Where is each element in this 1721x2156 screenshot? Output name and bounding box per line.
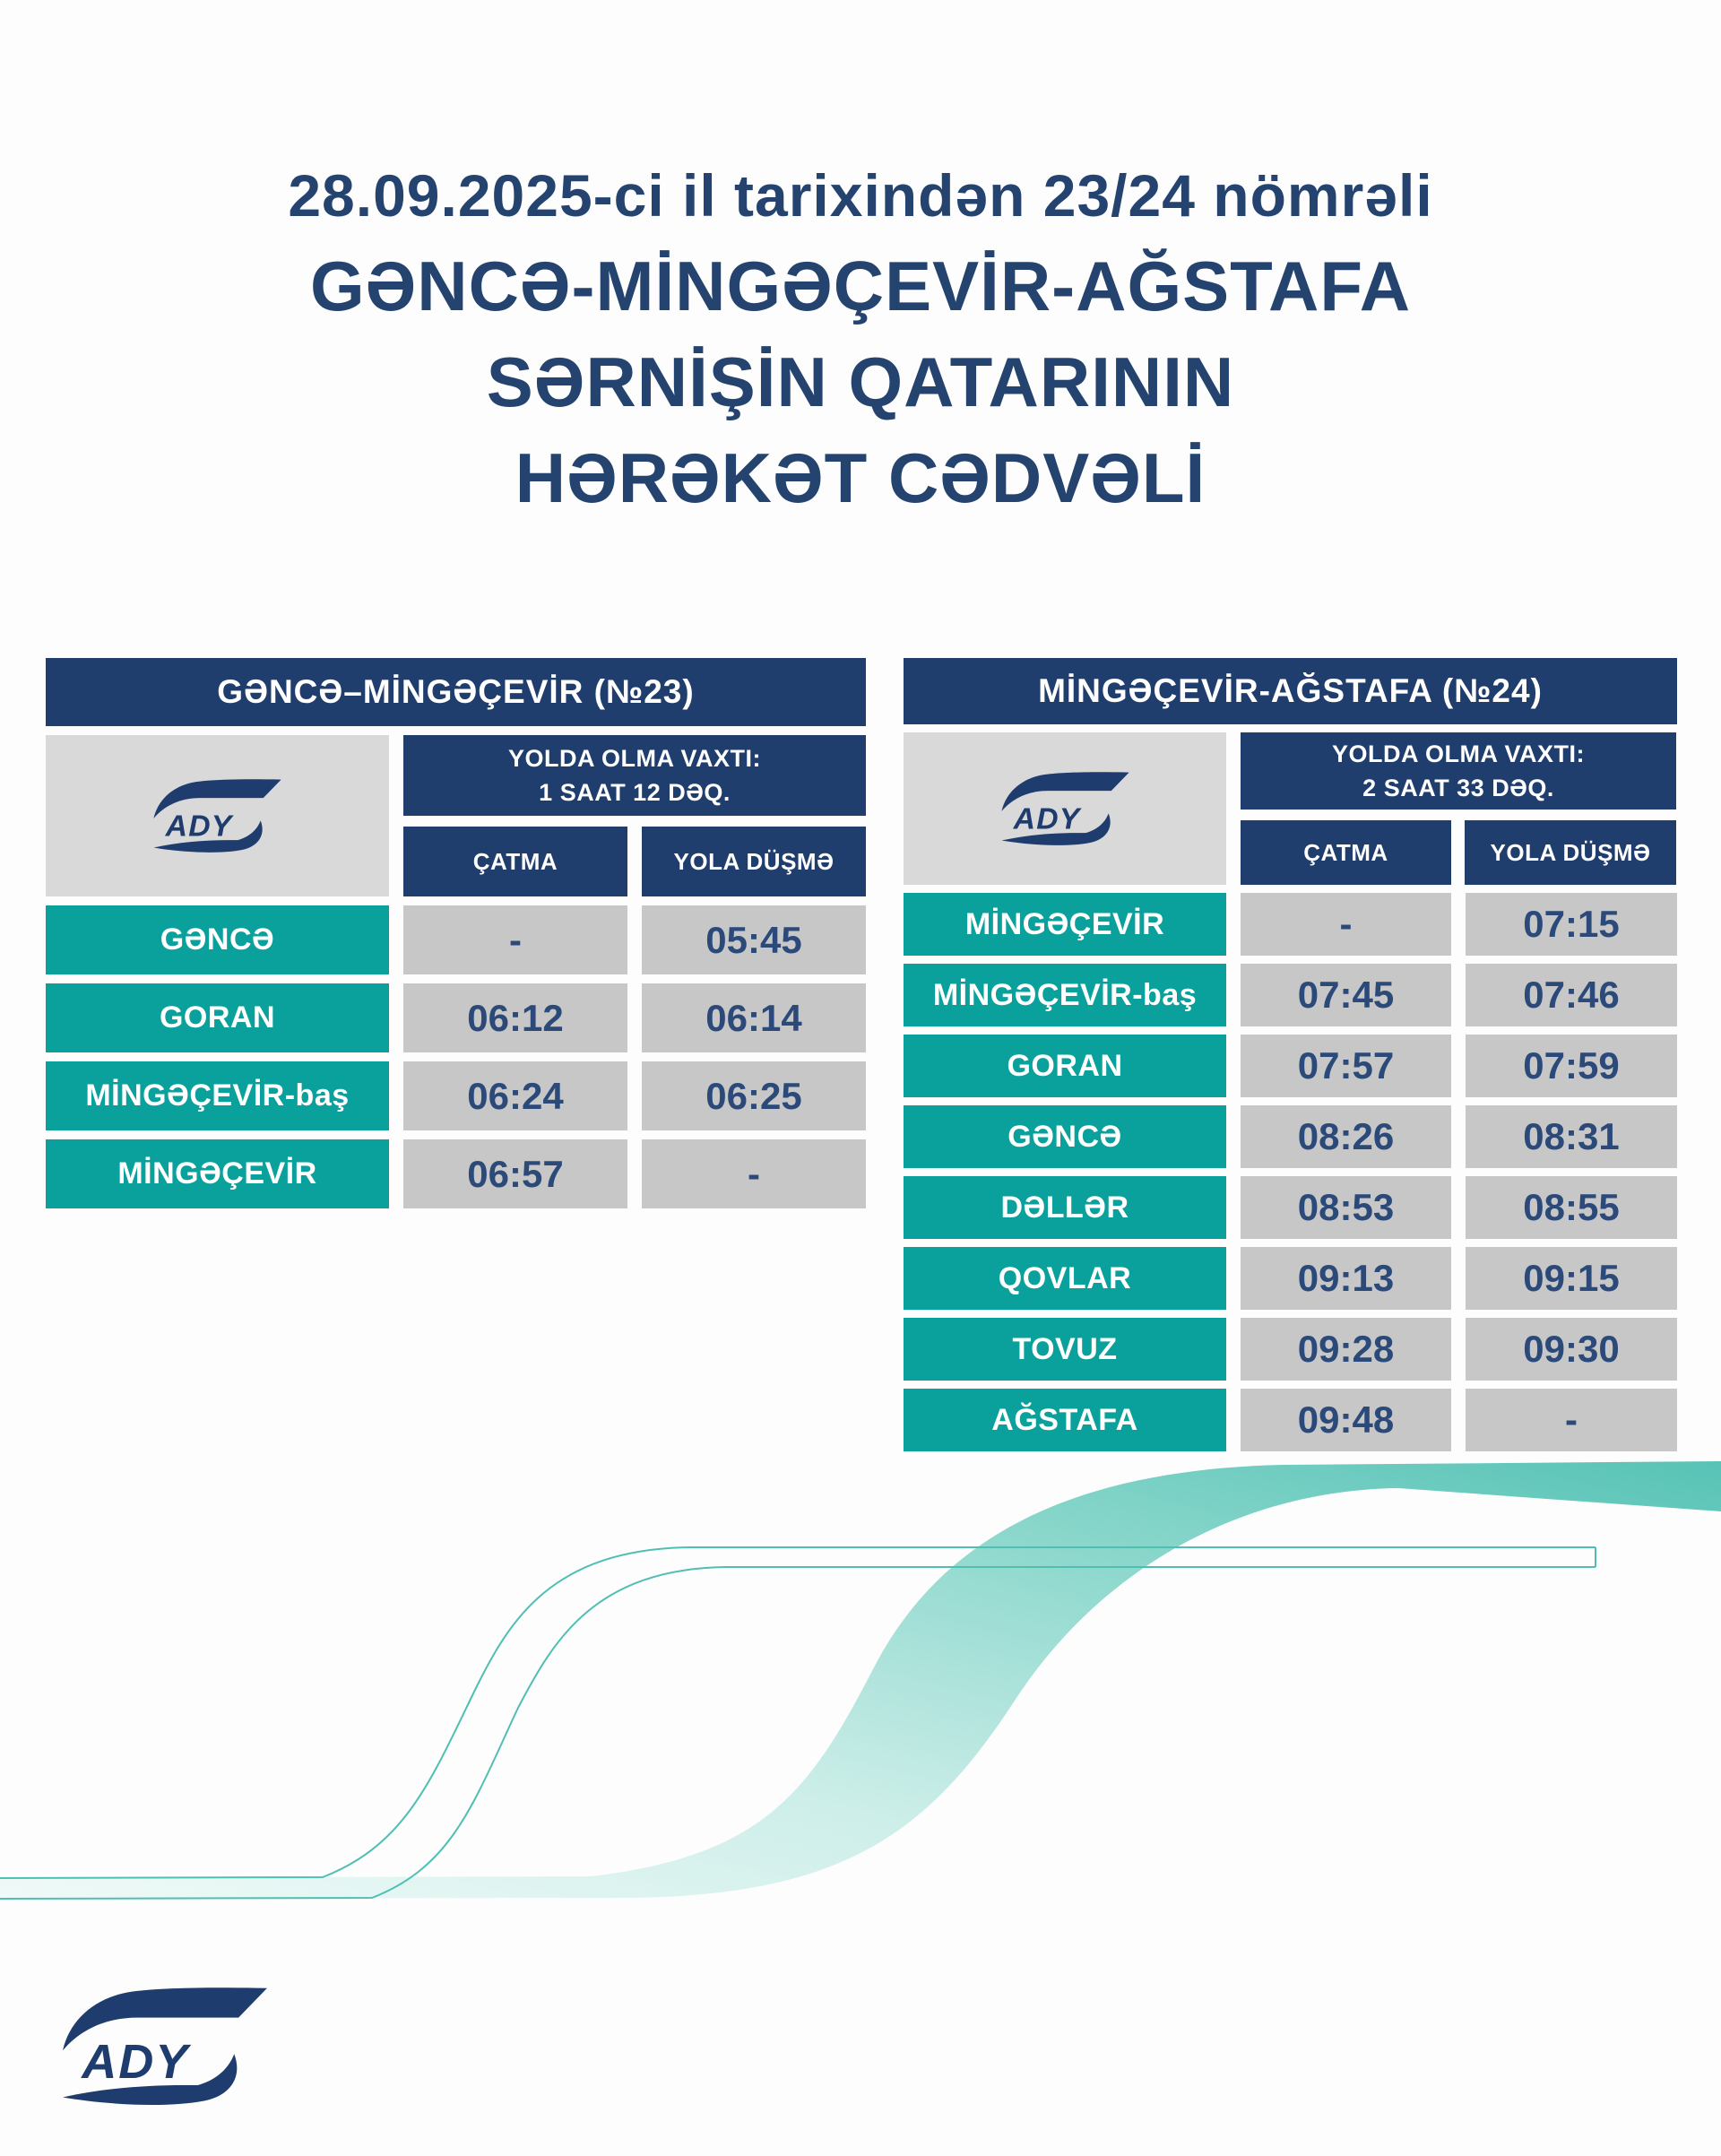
departure-cell: 08:55 bbox=[1466, 1176, 1677, 1239]
arrival-cell: 08:26 bbox=[1241, 1105, 1451, 1168]
departure-cell: 07:59 bbox=[1466, 1035, 1677, 1097]
table-info-block bbox=[403, 735, 866, 896]
station-cell: TOVUZ bbox=[904, 1318, 1226, 1381]
travel-time-cell bbox=[1241, 732, 1676, 810]
footer-ady-logo bbox=[61, 1983, 269, 2109]
travel-time-value: 2 SAAT 33 DƏQ. bbox=[1362, 775, 1554, 801]
arrival-cell: - bbox=[1241, 893, 1451, 956]
ady-logo-icon bbox=[1000, 769, 1130, 848]
col-header-departure: YOLA DÜŞMƏ bbox=[642, 827, 866, 896]
arrival-cell: 09:28 bbox=[1241, 1318, 1451, 1381]
travel-time-value: 1 SAAT 12 DƏQ. bbox=[539, 779, 731, 806]
station-cell: GORAN bbox=[46, 983, 389, 1052]
ady-logo-icon bbox=[152, 776, 282, 855]
departure-cell: 06:25 bbox=[642, 1061, 866, 1130]
station-cell: QOVLAR bbox=[904, 1247, 1226, 1310]
departure-cell: 07:15 bbox=[1466, 893, 1677, 956]
station-cell: DƏLLƏR bbox=[904, 1176, 1226, 1239]
col-header-arrival: ÇATMA bbox=[1241, 820, 1451, 885]
departure-cell: - bbox=[642, 1139, 866, 1208]
station-cell: GƏNCƏ bbox=[46, 905, 389, 974]
table-header: MİNGƏÇEVİR-AĞSTAFA (№24) bbox=[904, 658, 1677, 724]
station-cell: MİNGƏÇEVİR-baş bbox=[904, 964, 1226, 1026]
travel-time-label: YOLDA OLMA VAXTI: bbox=[508, 745, 761, 772]
col-header-departure: YOLA DÜŞMƏ bbox=[1465, 820, 1676, 885]
departure-cell: 06:14 bbox=[642, 983, 866, 1052]
timetable-gence-mingecevir bbox=[46, 658, 866, 1208]
departure-cell: 05:45 bbox=[642, 905, 866, 974]
wave-band bbox=[0, 1461, 1721, 1899]
table-header: GƏNCƏ–MİNGƏÇEVİR (№23) bbox=[46, 658, 866, 726]
arrival-cell: 07:57 bbox=[1241, 1035, 1451, 1097]
travel-time-cell bbox=[403, 735, 866, 816]
col-header-arrival: ÇATMA bbox=[403, 827, 627, 896]
departure-cell: 09:15 bbox=[1466, 1247, 1677, 1310]
departure-cell: 08:31 bbox=[1466, 1105, 1677, 1168]
station-cell: MİNGƏÇEVİR bbox=[46, 1139, 389, 1208]
departure-cell: 07:46 bbox=[1466, 964, 1677, 1026]
arrival-cell: 07:45 bbox=[1241, 964, 1451, 1026]
station-cell: MİNGƏÇEVİR-baş bbox=[46, 1061, 389, 1130]
title-route-line: GƏNCƏ-MİNGƏÇEVİR-AĞSTAFA bbox=[309, 247, 1412, 325]
ady-logo-cell bbox=[904, 732, 1226, 885]
title-train-line: SƏRNİŞİN QATARININ bbox=[486, 342, 1235, 421]
arrival-cell: 09:13 bbox=[1241, 1247, 1451, 1310]
poster-title bbox=[0, 152, 1721, 526]
timetable-mingecevir-agstafa bbox=[904, 658, 1675, 1451]
ady-logo-cell bbox=[46, 735, 389, 896]
arrival-cell: 08:53 bbox=[1241, 1176, 1451, 1239]
arrival-cell: - bbox=[403, 905, 627, 974]
travel-time-label: YOLDA OLMA VAXTI: bbox=[1332, 740, 1585, 767]
ady-logo-icon bbox=[61, 1983, 269, 2109]
arrival-cell: 09:48 bbox=[1241, 1389, 1451, 1451]
departure-cell: 09:30 bbox=[1466, 1318, 1677, 1381]
arrival-cell: 06:12 bbox=[403, 983, 627, 1052]
arrival-cell: 06:57 bbox=[403, 1139, 627, 1208]
station-cell: GORAN bbox=[904, 1035, 1226, 1097]
title-schedule-line: HƏRƏKƏT CƏDVƏLİ bbox=[515, 438, 1206, 517]
arrival-cell: 06:24 bbox=[403, 1061, 627, 1130]
departure-cell: - bbox=[1466, 1389, 1677, 1451]
station-cell: MİNGƏÇEVİR bbox=[904, 893, 1226, 956]
title-date-line: 28.09.2025-ci il tarixindən 23/24 nömrəli bbox=[288, 162, 1433, 229]
table-info-block bbox=[1241, 732, 1677, 885]
station-cell: GƏNCƏ bbox=[904, 1105, 1226, 1168]
station-cell: AĞSTAFA bbox=[904, 1389, 1226, 1451]
